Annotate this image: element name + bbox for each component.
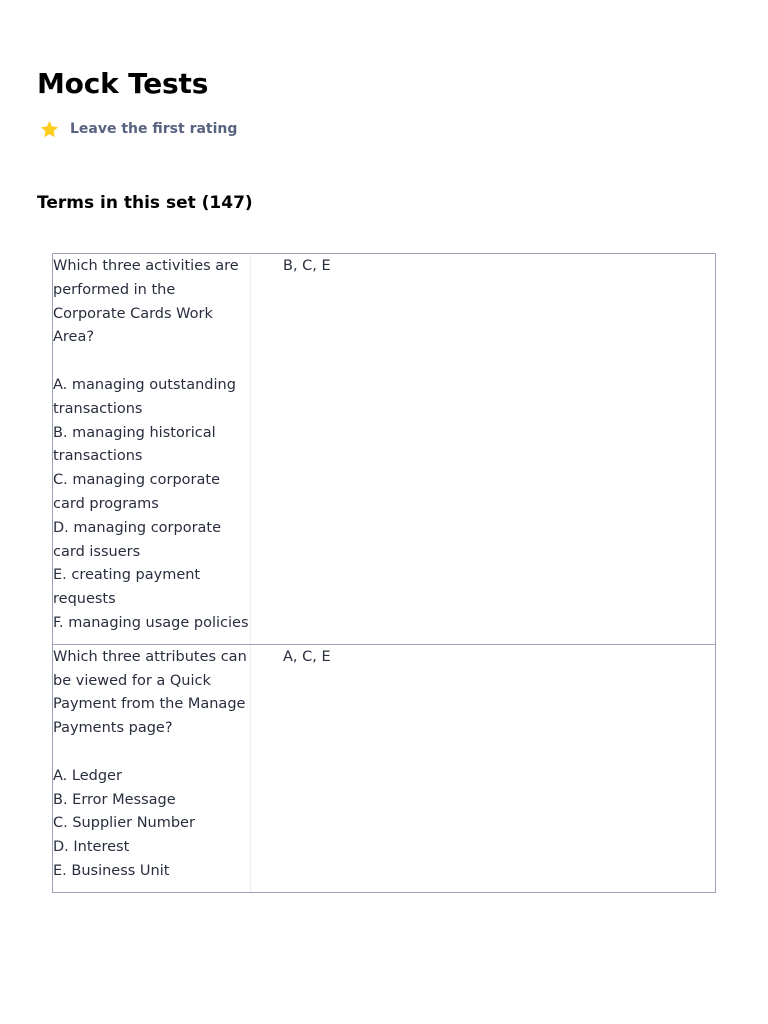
term-question: Which three attributes can be viewed for a Quick Payment from the Manage Payments page? A. Ledger B. Error Message C. Supplier Number D. Interest E. Business Unit	[53, 645, 251, 892]
term-answer: B, C, E	[283, 258, 331, 274]
rating-label[interactable]: Leave the first rating	[70, 121, 238, 137]
term-row	[53, 254, 715, 644]
terms-count-heading: Terms in this set (147)	[37, 193, 253, 213]
term-answer: A, C, E	[283, 648, 331, 665]
star-icon	[39, 119, 60, 140]
rating-button[interactable]	[39, 118, 237, 140]
term-question: Which three activities are performed in the Corporate Cards Work Area? A. managing outstanding transactions B. managing historical transactions C. managing corporate card programs D. managing corporate card issuers E. creating payment requests F. managing usage policies	[53, 254, 251, 644]
term-row	[53, 644, 715, 892]
page-title: Mock Tests	[37, 67, 209, 100]
terms-table	[52, 253, 716, 893]
